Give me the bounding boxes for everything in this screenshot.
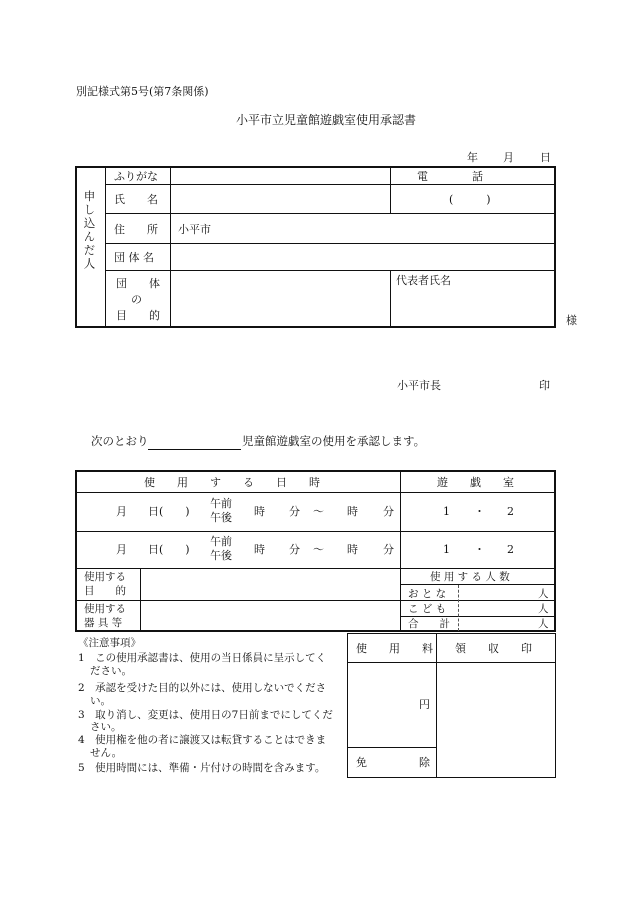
row2-room-2[interactable]: 2: [507, 543, 514, 556]
row2-min-end: 分: [383, 543, 394, 556]
note-2b: い。: [90, 695, 111, 707]
row1-room-2[interactable]: 2: [507, 505, 514, 518]
phone-label: 電 話: [417, 170, 483, 183]
group-name-label: 団 体 名: [114, 251, 154, 264]
adult-label: お と な: [408, 588, 447, 600]
total-count-field[interactable]: [460, 618, 534, 630]
row1-min: 分: [289, 505, 300, 518]
exempt-label-right: 除: [419, 756, 430, 769]
phone-paren: ( ): [449, 193, 491, 206]
note-5: 5 使用時間には、準備・片付けの時間を含みます。: [78, 762, 326, 774]
representative-field[interactable]: [392, 288, 554, 326]
page-title: 小平市立児童館遊戯室使用承認書: [236, 113, 417, 127]
form-number: 別記様式第5号(第7条関係): [76, 85, 209, 98]
total-label: 合 計: [408, 618, 450, 630]
row2-room-1[interactable]: 1: [443, 543, 450, 556]
row1-tilde: ～: [313, 505, 324, 518]
mayor-label: 小平市長: [397, 379, 441, 392]
exempt-label-left: 免: [356, 756, 367, 769]
statement-prefix: 次のとおり: [91, 434, 149, 448]
seal-mark: 印: [539, 379, 550, 392]
child-count-field[interactable]: [460, 602, 534, 615]
name-field[interactable]: [172, 186, 388, 212]
row1-hour-end: 時: [347, 505, 358, 518]
header-room: 遊 戯 室: [437, 476, 514, 489]
group-purpose-field[interactable]: [172, 272, 388, 326]
group-name-field[interactable]: [172, 245, 554, 269]
row2-am: 午前: [210, 535, 232, 548]
applicant-side-label: 申し込んだ人: [82, 190, 97, 271]
row2-day: 日( ): [148, 543, 190, 556]
group-purpose-label-3: 目 的: [116, 309, 160, 322]
date-year: 年: [467, 151, 478, 164]
row1-min-end: 分: [383, 505, 394, 518]
furigana-field[interactable]: [172, 168, 388, 183]
row2-room-dot: ・: [474, 543, 485, 556]
row2-pm: 午後: [210, 549, 232, 562]
furigana-label: ふりがな: [114, 170, 158, 183]
child-unit: 人: [538, 603, 549, 615]
usage-purpose-label-1: 使用する: [84, 571, 126, 583]
receipt-label: 領 収 印: [455, 642, 532, 655]
adult-count-field[interactable]: [460, 586, 534, 599]
total-unit: 人: [538, 618, 549, 630]
row1-month: 月: [116, 505, 127, 518]
address-label: 住 所: [114, 223, 158, 236]
row1-room-dot: ・: [474, 505, 485, 518]
people-count-header: 使 用 す る 人 数: [430, 571, 510, 583]
phone-field[interactable]: [392, 186, 554, 212]
equipment-field[interactable]: [142, 602, 399, 630]
notes-title: 《注意事項》: [78, 637, 141, 649]
row1-pm: 午後: [210, 511, 232, 524]
address-value[interactable]: 小平市: [178, 223, 211, 236]
statement-blank[interactable]: [148, 449, 241, 450]
date-day: 日: [540, 151, 551, 164]
group-purpose-label-2: の: [131, 293, 142, 306]
yen-unit: 円: [419, 698, 430, 711]
sama-suffix: 様: [566, 314, 577, 327]
note-2a: 2 承認を受けた目的以外には、使用しないでくださ: [78, 682, 327, 694]
name-label: 氏 名: [114, 193, 158, 206]
adult-unit: 人: [538, 588, 549, 600]
note-1b: ださい。: [90, 665, 132, 677]
row1-am: 午前: [210, 497, 232, 510]
note-4a: 4 使用権を他の者に譲渡又は転貸することはできま: [78, 734, 327, 746]
date-month: 月: [503, 151, 514, 164]
usage-purpose-field[interactable]: [142, 570, 399, 599]
child-label: こ ど も: [408, 603, 447, 615]
row2-hour: 時: [254, 543, 265, 556]
receipt-stamp-field[interactable]: [438, 664, 555, 777]
note-1a: 1 この使用承認書は、使用の当日係員に呈示してく: [78, 652, 327, 664]
equipment-label-2: 器 具 等: [84, 617, 123, 629]
row1-hour: 時: [254, 505, 265, 518]
note-3a: 3 取り消し、変更は、使用日の7日前までにしてくだ: [78, 709, 333, 721]
row2-tilde: ～: [313, 543, 324, 556]
note-4b: せん。: [90, 747, 123, 759]
representative-label: 代表者氏名: [396, 274, 451, 287]
usage-purpose-label-2: 目 的: [84, 585, 126, 597]
row2-hour-end: 時: [347, 543, 358, 556]
note-3b: さい。: [90, 721, 122, 733]
row1-room-1[interactable]: 1: [443, 505, 450, 518]
row2-min: 分: [289, 543, 300, 556]
fee-label: 使 用 料: [356, 642, 433, 655]
group-purpose-label-1: 団 体: [116, 277, 160, 290]
row2-month: 月: [116, 543, 127, 556]
header-datetime: 使 用 す る 日 時: [144, 476, 320, 489]
row1-day: 日( ): [148, 505, 190, 518]
statement-suffix: 児童館遊戯室の使用を承認します。: [242, 434, 426, 448]
equipment-label-1: 使用する: [84, 603, 126, 615]
